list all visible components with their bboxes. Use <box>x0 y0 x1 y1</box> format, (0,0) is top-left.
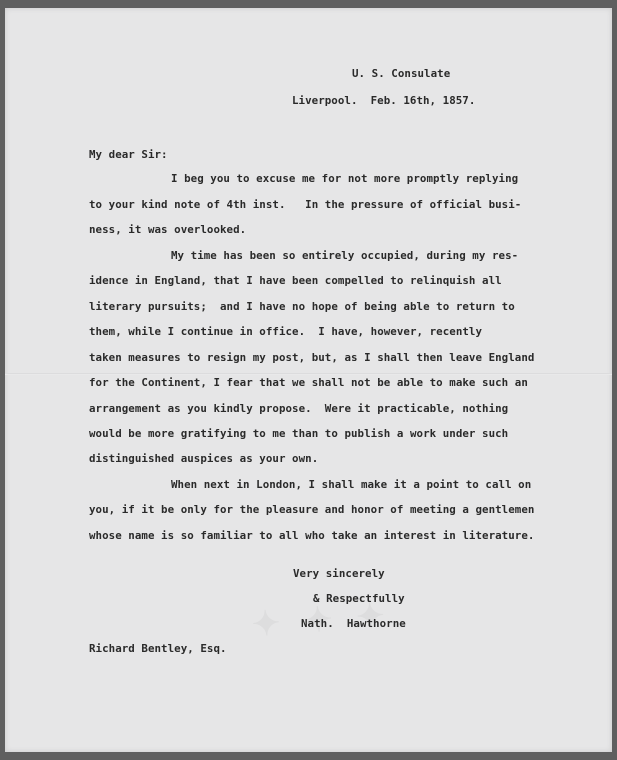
paragraph-2-line-7: arrangement as you kindly propose. Were it practicable, nothing <box>89 402 509 415</box>
paragraph-2-line-3: literary pursuits; and I have no hope of being able to return to <box>89 300 515 313</box>
paragraph-3-line-2: you, if it be only for the pleasure and honor of meeting a gentlemen <box>89 503 535 516</box>
closing-line-2: & Respectfully <box>313 592 405 605</box>
salutation: My dear Sir: <box>89 148 168 161</box>
letter-page <box>5 8 612 752</box>
addressee: Richard Bentley, Esq. <box>89 642 227 655</box>
heading-place: U. S. Consulate <box>352 67 451 80</box>
paragraph-2-line-5: taken measures to resign my post, but, as I shall then leave England <box>89 351 535 364</box>
paragraph-3-line-1: When next in London, I shall make it a point to call on <box>171 478 532 491</box>
heading-date: Liverpool. Feb. 16th, 1857. <box>292 94 476 107</box>
paragraph-1-line-1: I beg you to excuse me for not more promptly replying <box>171 172 519 185</box>
paragraph-2-line-9: distinguished auspices as your own. <box>89 452 319 465</box>
paragraph-3-line-3: whose name is so familiar to all who take an interest in literature. <box>89 529 535 542</box>
paragraph-1-line-2: to your kind note of 4th inst. In the pressure of official busi- <box>89 198 522 211</box>
paragraph-2-line-8: would be more gratifying to me than to publish a work under such <box>89 427 509 440</box>
signature: Nath. Hawthorne <box>301 617 406 630</box>
paragraph-2-line-6: for the Continent, I fear that we shall not be able to make such an <box>89 376 528 389</box>
closing-line-1: Very sincerely <box>293 567 385 580</box>
paragraph-2-line-4: them, while I continue in office. I have, however, recently <box>89 325 483 338</box>
paragraph-1-line-3: ness, it was overlooked. <box>89 223 247 236</box>
paragraph-2-line-1: My time has been so entirely occupied, during my res- <box>171 249 519 262</box>
watermark-stamp <box>150 586 500 759</box>
fold-crease <box>5 373 612 375</box>
paragraph-2-line-2: idence in England, that I have been compelled to relinquish all <box>89 274 502 287</box>
